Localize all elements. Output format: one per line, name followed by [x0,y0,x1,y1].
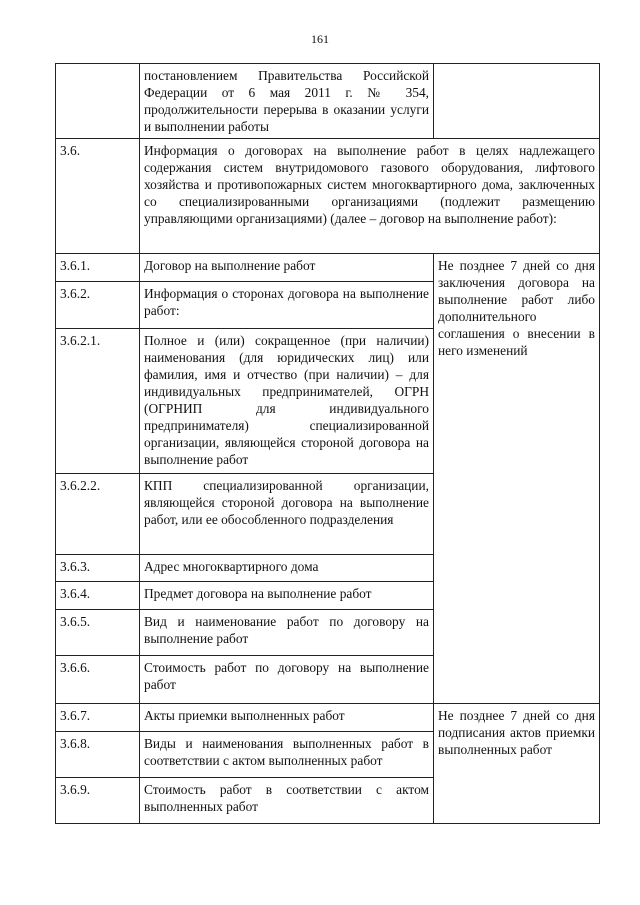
row-description: постановлением Правительства Российской Федерации от 6 мая 2011 г. № 354, продолжительности перерыва в оказании услуги и выполнении работы [140,64,434,139]
row-number: 3.6.6. [56,656,140,704]
row-number: 3.6.8. [56,732,140,778]
deadline-cell: Не позднее 7 дней со дня заключения договора на выполнение работ либо дополнительного соглашения о внесении в него изменений [434,254,600,704]
row-description: Виды и наименования выполненных работ в соответствии с актом выполненных работ [140,732,434,778]
row-description: Информация о сторонах договора на выполнение работ: [140,282,434,329]
row-description: Стоимость работ по договору на выполнение работ [140,656,434,704]
row-number: 3.6.2. [56,282,140,329]
row-number: 3.6.7. [56,704,140,732]
row-description: Полное и (или) сокращенное (при наличии) наименования (для юридических лиц) или фамилия, имя и отчество (при наличии) – для индивидуальных предпринимателей, ОГРН (ОГРНИП для индивидуального предпринимателя) специализированной организации, являющейся стороной договора на выполнение работ [140,329,434,474]
table-row [56,704,600,732]
row-number: 3.6.9. [56,778,140,824]
row-description: Акты приемки выполненных работ [140,704,434,732]
row-description: Предмет договора на выполнение работ [140,582,434,610]
row-number: 3.6.3. [56,555,140,582]
row-number: 3.6. [56,139,140,254]
row-number [56,64,140,139]
table-row [56,139,600,254]
row-description: Информация о договорах на выполнение работ в целях надлежащего содержания систем внутридомового газового оборудования, лифтового хозяйства и противопожарных систем многоквартирного дома, заключенных со специализированными организациями (подлежит размещению управляющими организациями) (далее – договор на выполнение работ): [140,139,600,254]
deadline-cell-empty [434,64,600,139]
row-number: 3.6.5. [56,610,140,656]
row-number: 3.6.2.2. [56,474,140,555]
deadline-cell: Не позднее 7 дней со дня подписания актов приемки выполненных работ [434,704,600,824]
row-number: 3.6.1. [56,254,140,282]
table-row [56,64,600,139]
row-description: Договор на выполнение работ [140,254,434,282]
row-description: КПП специализированной организации, являющейся стороной договора на выполнение работ, или ее обособленного подразделения [140,474,434,555]
row-description: Вид и наименование работ по договору на выполнение работ [140,610,434,656]
disclosure-table [55,63,600,824]
row-description: Адрес многоквартирного дома [140,555,434,582]
row-description: Стоимость работ в соответствии с актом выполненных работ [140,778,434,824]
row-number: 3.6.4. [56,582,140,610]
page-number: 161 [311,32,329,46]
row-number: 3.6.2.1. [56,329,140,474]
table-row [56,254,600,282]
